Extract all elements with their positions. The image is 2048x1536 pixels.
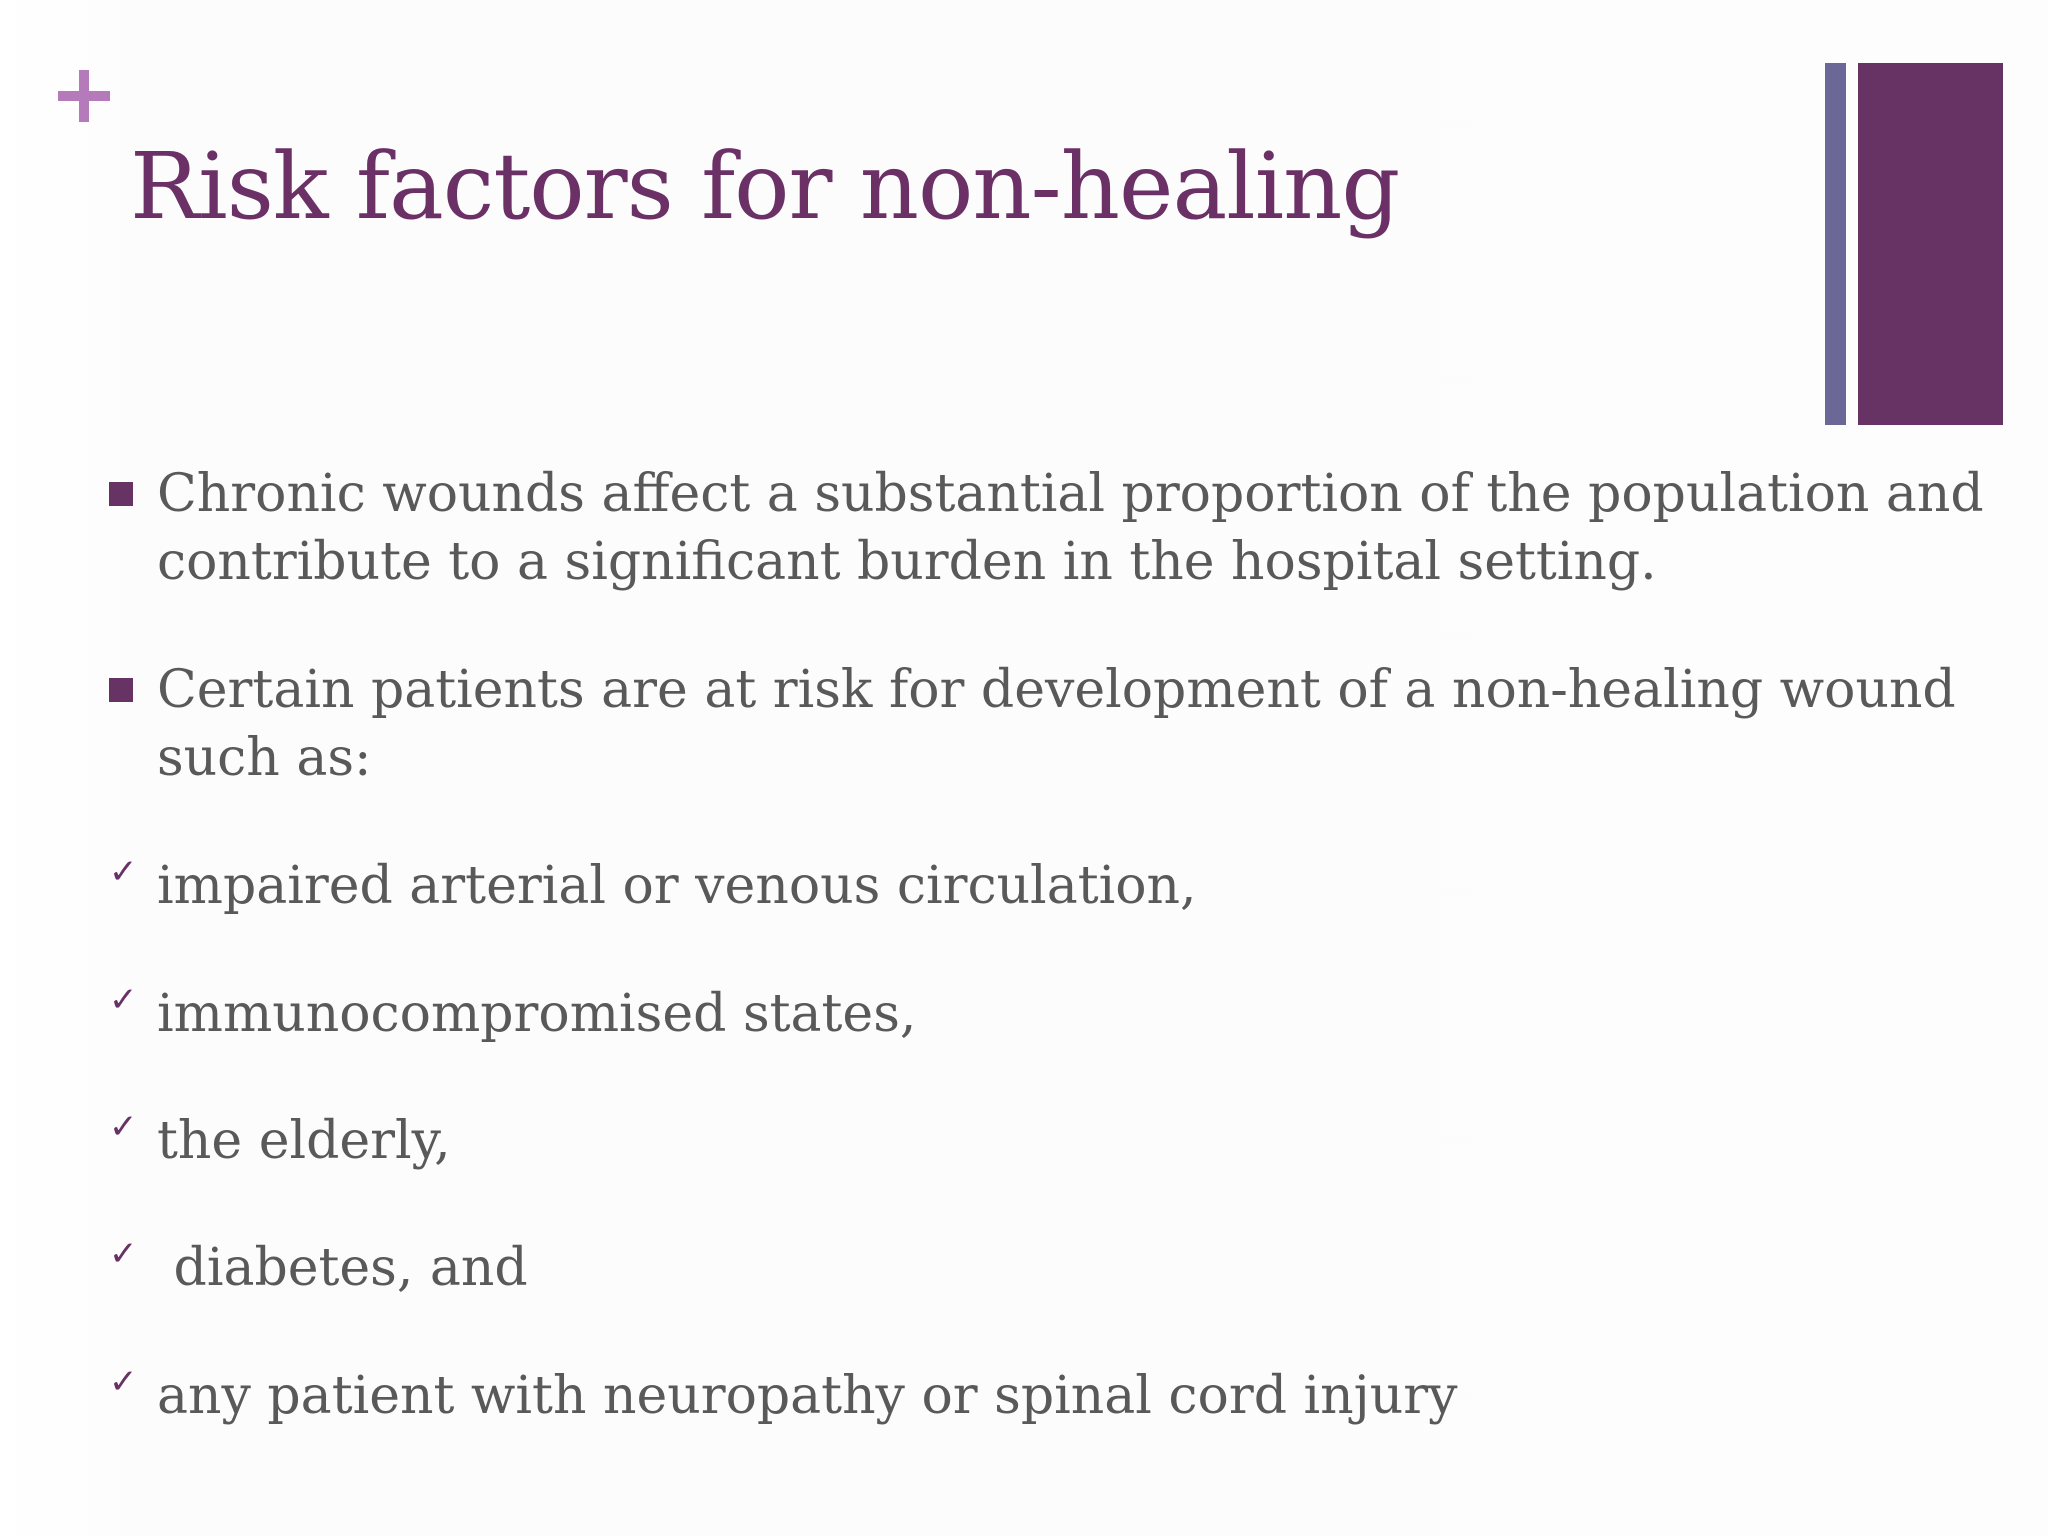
checkmark-icon: ✓ <box>109 1234 138 1274</box>
square-bullet-icon <box>109 678 133 702</box>
check-item <box>109 852 1987 920</box>
square-bullet-icon <box>109 482 133 506</box>
check-text: any patient with neuropathy or spinal cord injury <box>157 1366 1458 1426</box>
bullet-text: Chronic wounds affect a substantial proportion of the population and contribute to a significant burden in the hospital setting. <box>157 464 1984 592</box>
checkmark-icon: ✓ <box>109 980 138 1020</box>
check-text: diabetes, and <box>157 1238 528 1298</box>
checkmark-icon: ✓ <box>109 852 138 892</box>
check-item <box>109 1362 1987 1430</box>
bullet-item <box>157 460 1987 596</box>
check-item <box>109 1107 1987 1175</box>
check-item <box>109 1234 1987 1302</box>
slide-title: Risk factors for non-healing <box>130 133 1400 240</box>
check-text: immunocompromised states, <box>157 984 917 1044</box>
bullet-item <box>157 656 1987 792</box>
check-text: the elderly, <box>157 1111 451 1171</box>
checkmark-icon: ✓ <box>109 1362 138 1402</box>
check-item <box>109 980 1987 1048</box>
checkmark-icon: ✓ <box>109 1107 138 1147</box>
check-text: impaired arterial or venous circulation, <box>157 856 1197 916</box>
bullet-text: Certain patients are at risk for development of a non-healing wound such as: <box>157 660 1956 788</box>
